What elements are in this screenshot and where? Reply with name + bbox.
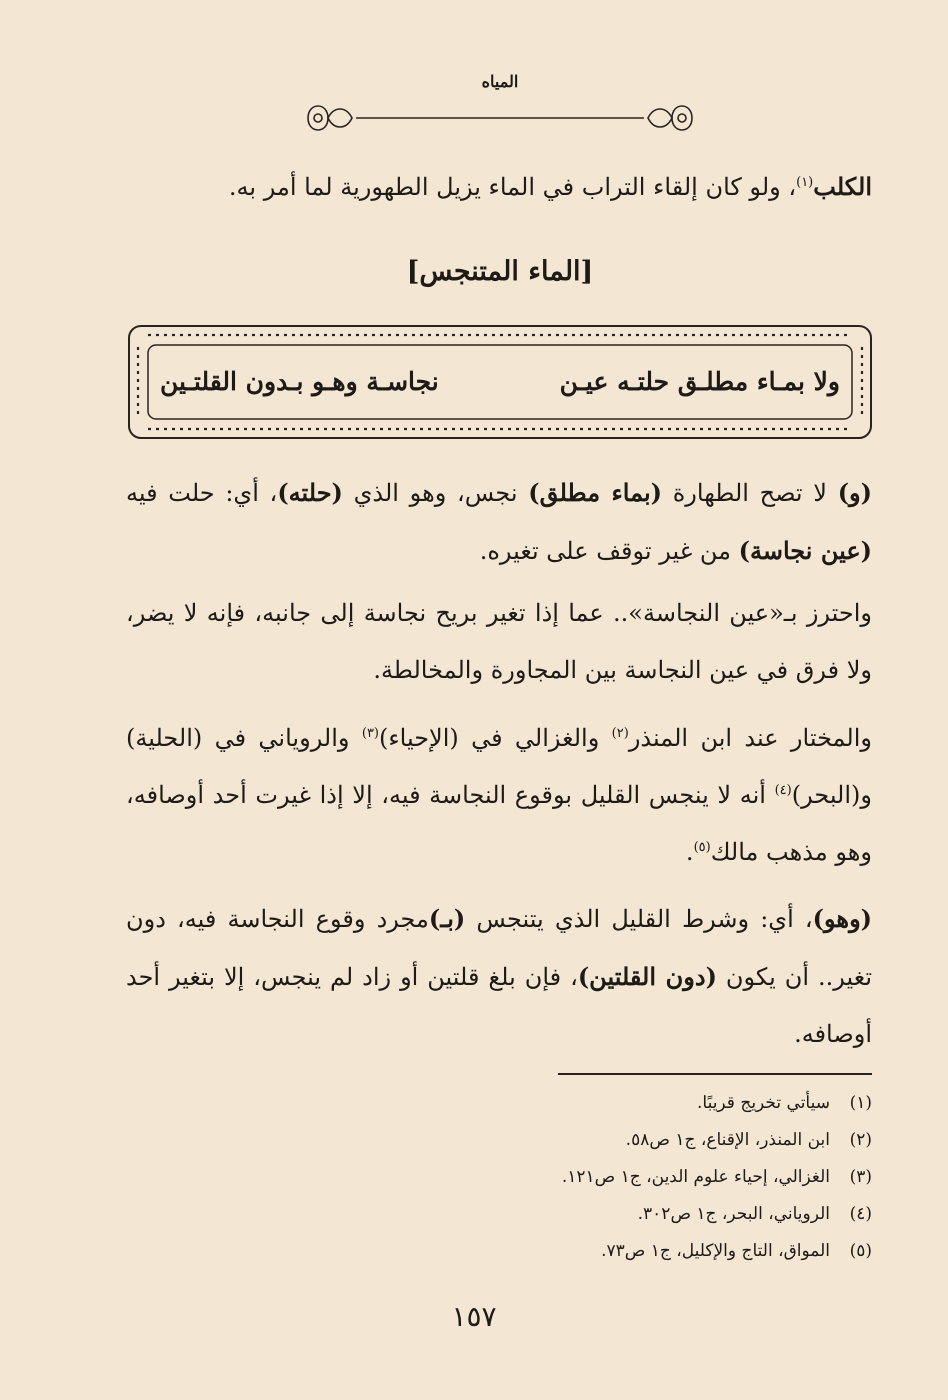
- footnote-ref: (٢): [611, 726, 629, 741]
- footnote-text: المواق، التاج والإكليل، ج١ ص٧٣.: [601, 1241, 830, 1261]
- section-title: [الماء المتنجس]: [406, 256, 594, 287]
- text-run: من غير توقف على تغيره.: [479, 537, 739, 565]
- paragraph-3: [126, 710, 872, 881]
- text-run: أنه لا ينجس القليل بوقوع النجاسة فيه، إلا إذا غيرت أحد أوصافه، وهو مذهب مالك: [126, 781, 872, 866]
- footnote-number: (٢): [849, 1130, 872, 1150]
- paragraph-0: [126, 158, 872, 216]
- footnote-ref: (١): [796, 175, 814, 190]
- footnote-number: (١): [849, 1093, 872, 1113]
- page-number: ١٥٧: [451, 1300, 497, 1333]
- bold-term: (حلته): [277, 478, 343, 507]
- text-run: والمختار عند ابن المنذر: [628, 724, 873, 752]
- bold-term: (عين نجاسة): [738, 536, 872, 565]
- text-run: والروياني في (الحلية) و(البحر): [126, 724, 872, 809]
- verse-hemistich-1: ولا بمـاء مطلـق حلتـه عيـن: [559, 367, 840, 396]
- text-run: ، أي: وشرط القليل الذي يتنجس: [465, 905, 813, 933]
- bold-term: (وهو): [812, 904, 873, 933]
- text-run: لا تصح الطهارة: [662, 479, 838, 507]
- footnote-item: [300, 1085, 872, 1122]
- bold-term: (و): [837, 478, 872, 507]
- header-ornament-icon: [306, 96, 694, 140]
- verse-line: [160, 360, 840, 404]
- footnote-ref: (٤): [774, 783, 792, 798]
- running-header: المياه: [481, 72, 519, 91]
- text-run: والغزالي في (الإحياء): [379, 724, 612, 752]
- bold-term: (بماء مطلق): [528, 478, 663, 507]
- footnote-separator: [558, 1073, 872, 1075]
- paragraph-4: [126, 890, 872, 1063]
- text-run: .: [685, 838, 694, 866]
- footnote-text: ابن المنذر، الإقناع، ج١ ص٥٨.: [625, 1130, 830, 1150]
- text-run: نجس، وهو الذي: [342, 479, 529, 507]
- text-run: ، أي: حلت فيه: [126, 479, 278, 507]
- footnotes: [300, 1085, 872, 1270]
- footnote-item: [300, 1233, 872, 1270]
- footnote-text: الغزالي، إحياء علوم الدين، ج١ ص١٢١.: [561, 1167, 830, 1187]
- footnote-item: [300, 1122, 872, 1159]
- text-run: ، ولو كان إلقاء التراب في الماء يزيل الطهورية لما أمر به.: [228, 173, 797, 201]
- footnote-ref: (٣): [361, 726, 379, 741]
- text-run: مجرد وقوع النجاسة فيه، دون تغير.. أن يكون: [126, 905, 873, 991]
- bold-term: (بـ): [428, 904, 466, 933]
- paragraph-1: [126, 464, 872, 580]
- footnote-ref: (٥): [693, 840, 711, 855]
- footnote-item: [300, 1159, 872, 1196]
- footnote-item: [300, 1196, 872, 1233]
- bold-term: الكلب: [813, 172, 872, 201]
- verse-hemistich-2: نجاسـة وهـو بـدون القلتـين: [160, 367, 439, 396]
- footnote-number: (٥): [849, 1241, 872, 1261]
- text-run: ، فإن بلغ قلتين أو زاد لم ينجس، إلا بتغير أحد أوصافه.: [126, 963, 872, 1048]
- footnote-text: سيأتي تخريج قريبًا.: [696, 1093, 830, 1113]
- paragraph-2: واحترز بـ«عين النجاسة».. عما إذا تغير بريح نجاسة إلى جانبه، فإنه لا يضر، ولا فرق في عين النجاسة بين المجاورة والمخالطة.: [126, 599, 872, 684]
- bold-term: (دون القلتين): [577, 962, 717, 991]
- footnote-number: (٤): [849, 1204, 872, 1224]
- footnote-number: (٣): [849, 1167, 872, 1187]
- footnote-text: الروياني، البحر، ج١ ص٣٠٢.: [637, 1204, 830, 1224]
